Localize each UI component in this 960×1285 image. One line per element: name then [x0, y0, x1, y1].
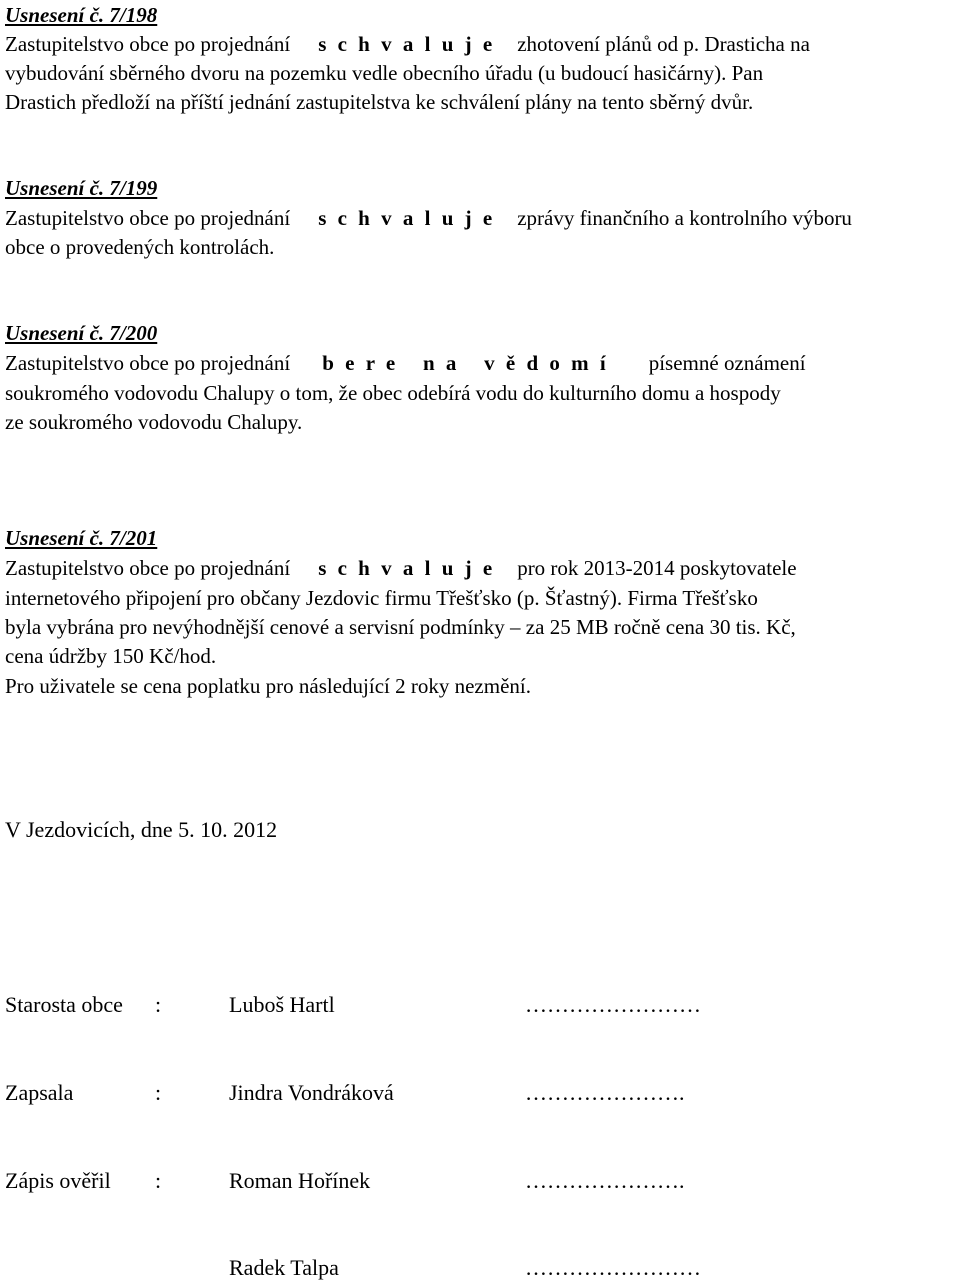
resolution-text-line — [5, 205, 852, 231]
resolution-text-line — [5, 350, 806, 376]
resolution-verdict: b e r e n a v ě d o m í — [322, 351, 609, 375]
resolution-line: byla vybrána pro nevýhodnější cenové a servisní podmínky – za 25 MB ročně cena 30 tis. Kč, — [5, 615, 796, 639]
signature-line: …………………… — [525, 1255, 701, 1280]
resolution-line: pro rok 2013-2014 poskytovatele — [517, 556, 797, 580]
signature-line: …………………… — [525, 992, 701, 1017]
signature-colon: : — [155, 1168, 162, 1193]
signature-colon: : — [155, 1080, 162, 1105]
resolution-line: obce o provedených kontrolách. — [5, 235, 275, 259]
signature-role: Zapsala — [5, 1080, 74, 1105]
signature-role: Zápis ověřil — [5, 1168, 111, 1193]
signature-line: …………………. — [525, 1080, 685, 1105]
resolution-title: Usnesení č. 7/201 — [5, 526, 158, 550]
signature-name: Radek Talpa — [229, 1255, 339, 1280]
resolution-line: ze soukromého vodovodu Chalupy. — [5, 410, 303, 434]
resolution-verdict: s c h v a l u j e — [318, 206, 496, 230]
resolution-line: vybudování sběrného dvoru na pozemku vedle obecního úřadu (u budoucí hasičárny). Pan — [5, 61, 764, 85]
resolution-title: Usnesení č. 7/198 — [5, 3, 158, 27]
resolution-line: soukromého vodovodu Chalupy o tom, že obec odebírá vodu do kulturního domu a hospody — [5, 381, 781, 405]
resolution-line: Drastich předloží na příští jednání zastupitelstva ke schválení plány na tento sběrný dvůr. — [5, 90, 754, 114]
signature-name: Roman Hořínek — [229, 1168, 371, 1193]
resolution-title: Usnesení č. 7/200 — [5, 321, 158, 345]
resolution-intro: Zastupitelstvo obce po projednání — [5, 32, 291, 56]
resolution-text-line — [5, 555, 797, 581]
resolution-line: internetového připojení pro občany Jezdovic firmu Třešťsko (p. Šťastný). Firma Třešťsko — [5, 586, 758, 610]
resolution-intro: Zastupitelstvo obce po projednání — [5, 206, 291, 230]
place-date: V Jezdovicích, dne 5. 10. 2012 — [5, 817, 278, 842]
resolution-line: zprávy finančního a kontrolního výboru — [517, 206, 852, 230]
signature-role: Starosta obce — [5, 992, 123, 1017]
signature-name: Jindra Vondráková — [229, 1080, 394, 1105]
signature-line: …………………. — [525, 1168, 685, 1193]
resolution-line: písemné oznámení — [648, 351, 806, 375]
resolution-line: zhotovení plánů od p. Drasticha na — [517, 32, 810, 56]
resolution-intro: Zastupitelstvo obce po projednání — [5, 556, 291, 580]
resolution-line: Pro uživatele se cena poplatku pro následující 2 roky nezmění. — [5, 674, 531, 698]
resolution-text-line — [5, 31, 810, 57]
resolution-verdict: s c h v a l u j e — [318, 32, 496, 56]
signature-colon: : — [155, 992, 162, 1017]
signature-name: Luboš Hartl — [229, 992, 335, 1017]
resolution-verdict: s c h v a l u j e — [318, 556, 496, 580]
resolution-title: Usnesení č. 7/199 — [5, 176, 158, 200]
resolution-line: cena údržby 150 Kč/hod. — [5, 644, 217, 668]
resolution-intro: Zastupitelstvo obce po projednání — [5, 351, 291, 375]
